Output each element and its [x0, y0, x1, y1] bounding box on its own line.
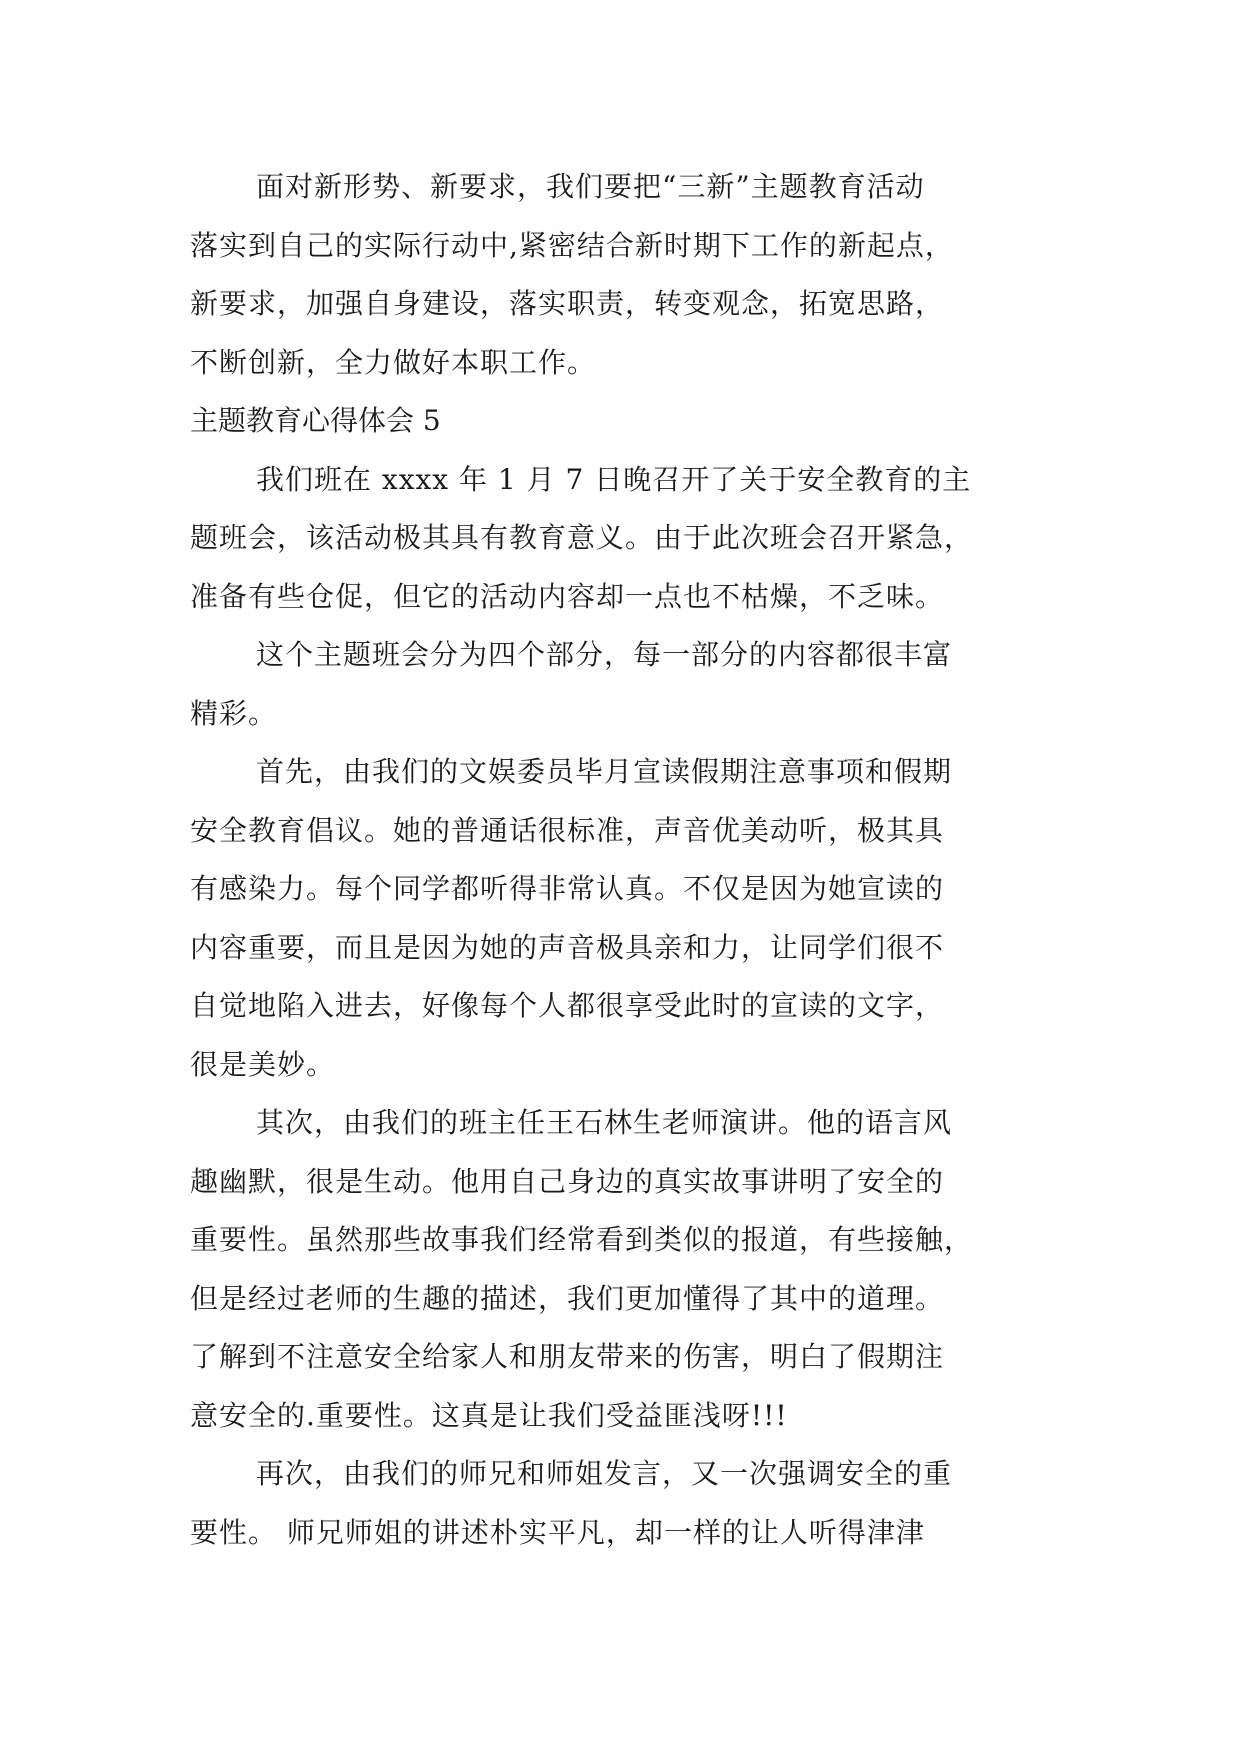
text-line: 精彩。	[190, 696, 278, 730]
text-line: 内容重要，而且是因为她的声音极具亲和力，让同学们很不	[190, 930, 945, 964]
section-heading: 主题教育心得体会 5	[190, 404, 441, 437]
text-line: 题班会，该活动极其具有教育意义。由于此次班会召开紧急，	[190, 521, 974, 554]
text-line: 我们班在 xxxx 年 1 月 7 日晚召开了关于安全教育的主	[256, 462, 972, 496]
text-line: 准备有些仓促，但它的活动内容却一点也不枯燥，不乏味。	[190, 579, 945, 613]
text-line: 有感染力。每个同学都听得非常认真。不仅是因为她宣读的	[190, 872, 945, 905]
text-line: 重要性。虽然那些故事我们经常看到类似的报道，有些接触，	[190, 1223, 974, 1256]
text-line: 其次，由我们的班主任王石林生老师演讲。他的语言风	[256, 1106, 953, 1139]
text-line: 这个主题班会分为四个部分，每一部分的内容都很丰富	[256, 638, 953, 671]
text-line: 趣幽默，很是生动。他用自己身边的真实故事讲明了安全的	[190, 1164, 945, 1198]
text-line: 再次，由我们的师兄和师姐发言，又一次强调安全的重	[256, 1457, 953, 1490]
text-line: 自觉地陷入进去，好像每个人都很享受此时的宣读的文字，	[190, 989, 945, 1022]
document-body	[190, 158, 1090, 1562]
text-line: 面对新形势、新要求，我们要把“三新”主题教育活动	[256, 170, 925, 203]
text-line: 意安全的.重要性。这真是让我们受益匪浅呀!!!	[190, 1398, 788, 1432]
text-line: 不断创新，全力做好本职工作。	[190, 345, 597, 379]
text-line: 要性。 师兄师姐的讲述朴实平凡，却一样的让人听得津津	[190, 1515, 925, 1549]
text-line: 落实到自己的实际行动中,紧密结合新时期下工作的新起点，	[190, 228, 954, 262]
text-line: 首先，由我们的文娱委员毕月宣读假期注意事项和假期	[256, 755, 953, 788]
text-line: 安全教育倡议。她的普通话很标准，声音优美动听，极其具	[190, 813, 945, 847]
text-line: 但是经过老师的生趣的描述，我们更加懂得了其中的道理。	[190, 1281, 945, 1315]
text-line: 新要求，加强自身建设，落实职责，转变观念，拓宽思路，	[190, 287, 945, 320]
text-line: 很是美妙。	[190, 1047, 336, 1081]
text-line: 了解到不注意安全给家人和朋友带来的伤害，明白了假期注	[190, 1340, 945, 1373]
